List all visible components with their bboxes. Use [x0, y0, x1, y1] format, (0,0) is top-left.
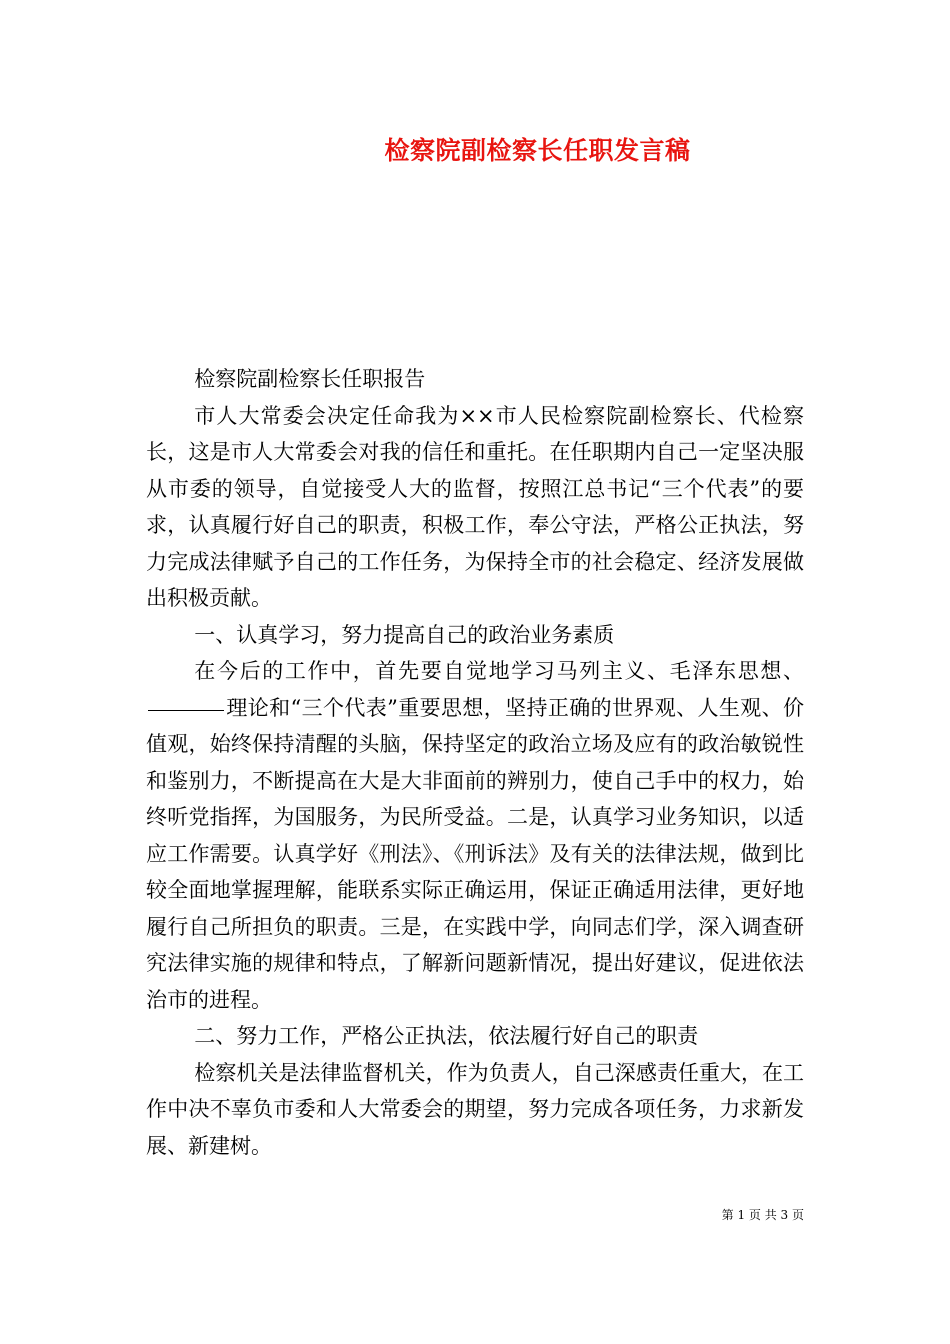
paragraph: 市人大常委会决定任命我为××市人民检察院副检察长、代检察长，这是市人大常委会对我的信任和重托。在任职期内自己一定坚决服从市委的领导，自觉接受人大的监督，按照江总书记“三个代表”的要求，认真履行好自己的职责，积极工作，奉公守法，严格公正执法，努力完成法律赋予自己的工作任务，为保持全市的社会稳定、经济发展做出积极贡献。	[146, 403, 804, 610]
section-heading: 一、认真学习，努力提高自己的政治业务素质	[194, 622, 615, 647]
blank-underline	[148, 709, 224, 711]
section-heading: 二、努力工作，严格公正执法，依法履行好自己的职责	[194, 1024, 699, 1048]
page-number: 第 1 页 共 3 页	[721, 1208, 804, 1222]
document-title: 检察院副检察长任职发言稿	[384, 136, 691, 165]
paragraph: 检察机关是法律监督机关，作为负责人，自己深感责任重大，在工作中决不辜负市委和人大常委会的期望，努力完成各项任务，力求新发展、新建树。	[146, 1060, 804, 1158]
paragraph-text: 理论和“三个代表”重要思想，坚持正确的世界观、人生观、价值观，始终保持清醒的头脑，保持坚定的政治立场及应有的政治敏锐性和鉴别力，不断提高在大是大非面前的辨别力，使自己手中的权力，始终听党指挥，为国服务，为民所受益。二是，认真学习业务知识，以适应工作需要。认真学好《刑法》、《刑诉法》及有关的法律法规，做到比较全面地掌握理解，能联系实际正确运用，保证正确适用法律，更好地履行自己所担负的职责。三是，在实践中学，向同志们学，深入调查研究法律实施的规律和特点，了解新问题新情况，提出好建议，促进依法治市的进程。	[146, 695, 804, 1012]
document-body	[146, 361, 804, 1164]
subtitle: 检察院副检察长任职报告	[194, 367, 426, 391]
paragraph	[146, 653, 804, 1018]
paragraph-text: 在今后的工作中，首先要自觉地学习马列主义、毛泽东思想、	[194, 659, 804, 683]
